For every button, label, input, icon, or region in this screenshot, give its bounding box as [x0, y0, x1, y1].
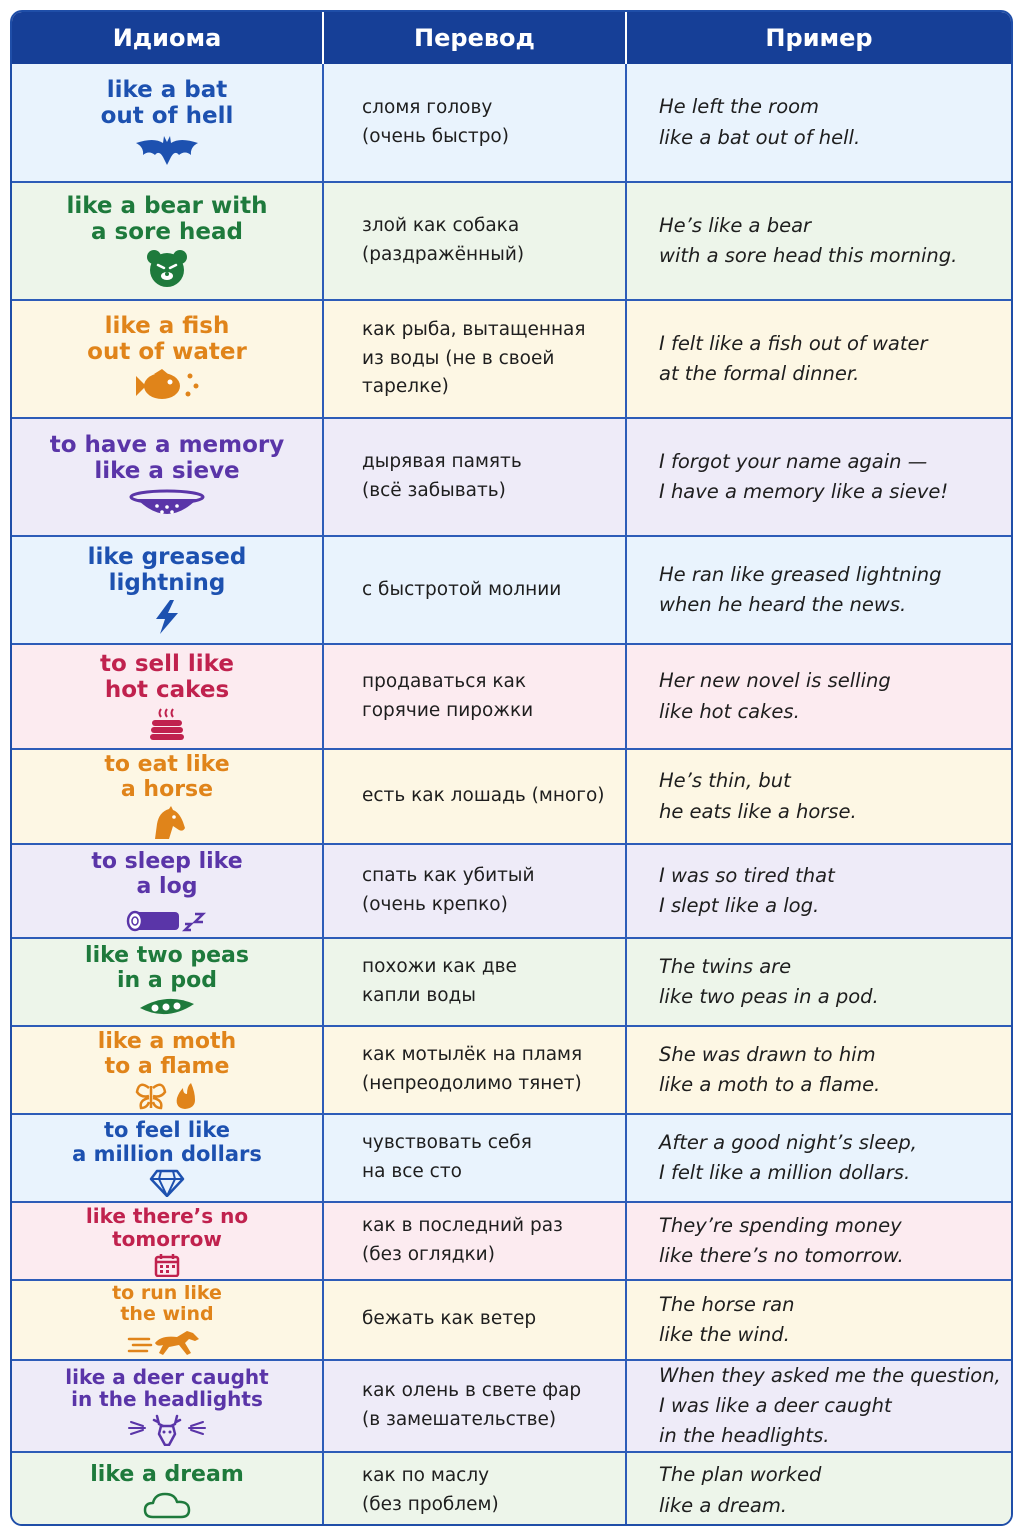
idiom-text: to have a memory like a sieve [49, 431, 285, 484]
example-cell: The plan worked like a dream. [626, 1452, 1011, 1526]
idiom-cell [12, 64, 323, 182]
idiom-cell [12, 749, 323, 844]
idiom-cell [12, 536, 323, 644]
translation-cell: как рыба, вытащенная из воды (не в своей тарелке) [323, 300, 626, 418]
idiom-text: like a moth to a flame [97, 1028, 237, 1079]
idiom-text: like a bear with a sore head [66, 192, 268, 245]
translation-cell: злой как собака (раздражённый) [323, 182, 626, 300]
idiom-text: to sell like hot cakes [100, 651, 234, 703]
example-cell: They’re spending money like there’s no tomorrow. [626, 1202, 1011, 1280]
table-row [12, 64, 1011, 182]
table-row [12, 300, 1011, 418]
pea-pod-icon [137, 996, 197, 1020]
translation-cell: чувствовать себя на все сто [323, 1114, 626, 1202]
idioms-table [10, 10, 1013, 1526]
table-row [12, 418, 1011, 536]
idiom-cell [12, 844, 323, 938]
idiom-cell [12, 644, 323, 749]
example-cell: After a good night’s sleep, I felt like a million dollars. [626, 1114, 1011, 1202]
table-row [12, 844, 1011, 938]
example-cell: I was so tired that I slept like a log. [626, 844, 1011, 938]
sieve-icon [127, 487, 207, 521]
cloud-icon [143, 1491, 191, 1519]
example-cell: The twins are like two peas in a pod. [626, 938, 1011, 1026]
table-row [12, 536, 1011, 644]
example-cell: He’s like a bear with a sore head this morning. [626, 182, 1011, 300]
example-cell: Her new novel is selling like hot cakes. [626, 644, 1011, 749]
example-cell: I forgot your name again — I have a memory like a sieve! [626, 418, 1011, 536]
idiom-text: to sleep like a log [91, 848, 243, 899]
idiom-cell [12, 1280, 323, 1360]
idiom-cell [12, 300, 323, 418]
example-cell: The horse ran like the wind. [626, 1280, 1011, 1360]
idiom-text: like a dream [90, 1461, 244, 1487]
deer-icon [127, 1414, 207, 1446]
idiom-cell [12, 1452, 323, 1526]
idiom-text: to eat like a horse [104, 752, 230, 802]
table-row [12, 1026, 1011, 1114]
table-row [12, 644, 1011, 749]
table-row [12, 1114, 1011, 1202]
translation-cell: бежать как ветер [323, 1280, 626, 1360]
diamond-icon [149, 1169, 185, 1197]
moth-flame-icon [135, 1082, 199, 1110]
example-cell: He’s thin, but he eats like a horse. [626, 749, 1011, 844]
translation-cell: сломя голову (очень быстро) [323, 64, 626, 182]
example-cell: He left the room like a bat out of hell. [626, 64, 1011, 182]
idiom-text: like two peas in a pod [85, 942, 249, 993]
idiom-cell [12, 938, 323, 1026]
translation-cell: есть как лошадь (много) [323, 749, 626, 844]
idiom-text: to run like the wind [112, 1282, 222, 1326]
hot-cakes-icon [148, 707, 186, 741]
idiom-text: like a bat out of hell [100, 77, 234, 129]
idiom-text: like a fish out of water [87, 312, 247, 365]
idiom-cell [12, 1202, 323, 1280]
idiom-cell [12, 1026, 323, 1114]
running-horse-icon [127, 1329, 207, 1357]
table-row [12, 1280, 1011, 1360]
lightning-icon [152, 599, 182, 635]
header-translation: Перевод [323, 12, 626, 64]
horse-head-icon [147, 806, 187, 840]
table-row [12, 1360, 1011, 1453]
header-example: Пример [626, 12, 1011, 64]
idiom-cell [12, 1114, 323, 1202]
idiom-cell [12, 182, 323, 300]
bat-icon [134, 133, 200, 167]
example-cell: She was drawn to him like a moth to a flame. [626, 1026, 1011, 1114]
translation-cell: как мотылёк на пламя (непреодолимо тянет) [323, 1026, 626, 1114]
table-row [12, 749, 1011, 844]
bear-icon [145, 248, 189, 288]
translation-cell: с быстротой молнии [323, 536, 626, 644]
idiom-cell [12, 418, 323, 536]
header-row [12, 12, 1011, 64]
translation-cell: продаваться как горячие пирожки [323, 644, 626, 749]
example-cell: I felt like a fish out of water at the formal dinner. [626, 300, 1011, 418]
translation-cell: дырявая память (всё забывать) [323, 418, 626, 536]
translation-cell: как по маслу (без проблем) [323, 1452, 626, 1526]
log-icon [125, 902, 209, 932]
idiom-text: like greased lightning [87, 543, 247, 596]
idiom-text: to feel like a million dollars [72, 1117, 262, 1166]
translation-cell: как в последний раз (без оглядки) [323, 1202, 626, 1280]
table-row [12, 938, 1011, 1026]
header-idiom: Идиома [12, 12, 323, 64]
idiom-cell [12, 1360, 323, 1453]
table-row [12, 1202, 1011, 1280]
idiom-text: like a deer caught in the headlights [65, 1364, 269, 1412]
translation-cell: похожи как две капли воды [323, 938, 626, 1026]
idiom-text: like there’s no tomorrow [85, 1204, 249, 1251]
example-cell: He ran like greased lightning when he heard the news. [626, 536, 1011, 644]
table-row [12, 182, 1011, 300]
table-row [12, 1452, 1011, 1526]
fish-icon [132, 368, 202, 404]
translation-cell: спать как убитый (очень крепко) [323, 844, 626, 938]
translation-cell: как олень в свете фар (в замешательстве) [323, 1360, 626, 1453]
calendar-icon [154, 1253, 180, 1277]
example-cell: When they asked me the question, I was like a deer caught in the headlights. [626, 1360, 1011, 1453]
